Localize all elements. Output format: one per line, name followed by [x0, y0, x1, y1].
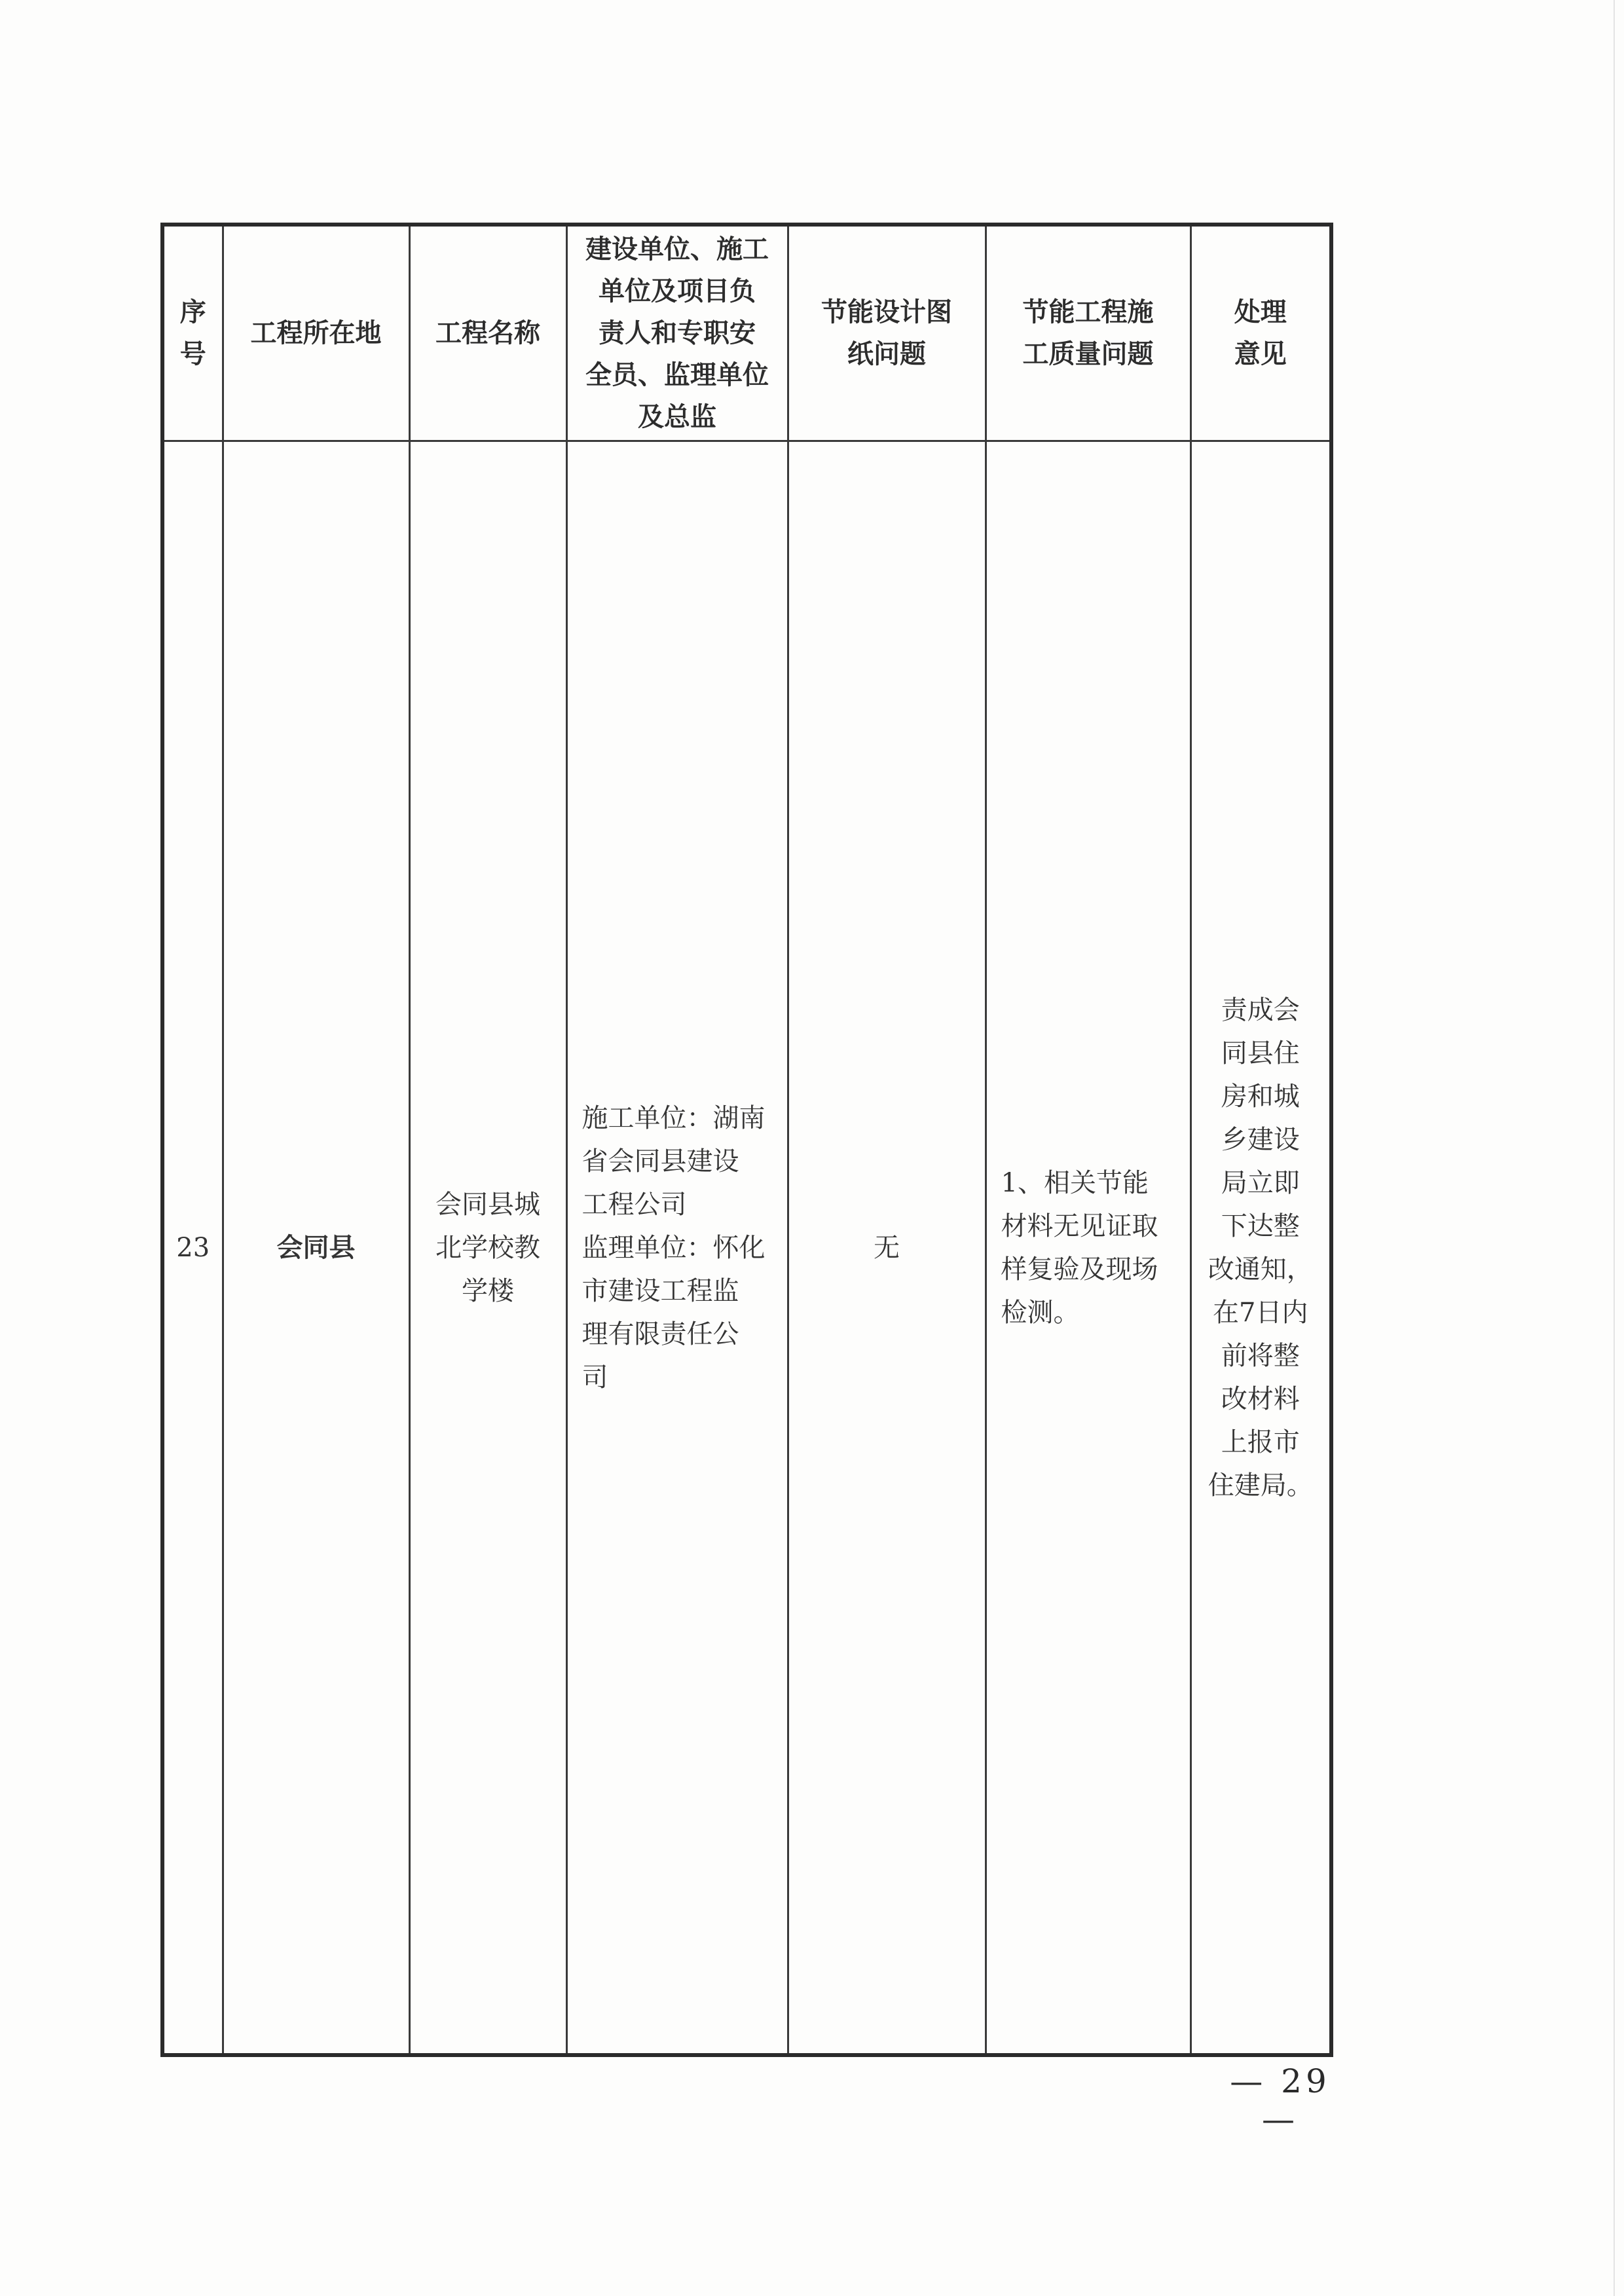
page-number: — 29 — — [1230, 2062, 1331, 2138]
cell-location: 会同县 — [223, 441, 409, 2056]
table-header-row — [162, 225, 1331, 441]
header-design-issue: 节能设计图 纸问题 — [788, 225, 986, 441]
header-responsible-units: 建设单位、施工 单位及项目负 责人和专职安 全员、监理单位 及总监 — [566, 225, 788, 441]
table-row — [162, 441, 1331, 2056]
cell-opinion: 责成会 同县住 房和城 乡建设 局立即 下达整 改通知， 在7日内 前将整 改材料 上报市 住建局。 — [1190, 441, 1331, 2056]
cell-quality-issue: 1、相关节能 材料无见证取 样复验及现场 检测。 — [986, 441, 1190, 2056]
header-location: 工程所在地 — [223, 225, 409, 441]
cell-design-issue: 无 — [788, 441, 986, 2056]
scan-edge-line — [1614, 0, 1615, 2296]
header-quality-issue: 节能工程施 工质量问题 — [986, 225, 1190, 441]
header-seq: 序 号 — [162, 225, 223, 441]
inspection-table — [160, 223, 1333, 2057]
cell-project-name: 会同县城 北学校教 学楼 — [409, 441, 566, 2056]
header-project-name: 工程名称 — [409, 225, 566, 441]
cell-responsible-units: 施工单位：湖南 省会同县建设 工程公司 监理单位：怀化 市建设工程监 理有限责任公 司 — [566, 441, 788, 2056]
cell-seq: 23 — [162, 441, 223, 2056]
header-opinion: 处理 意见 — [1190, 225, 1331, 441]
